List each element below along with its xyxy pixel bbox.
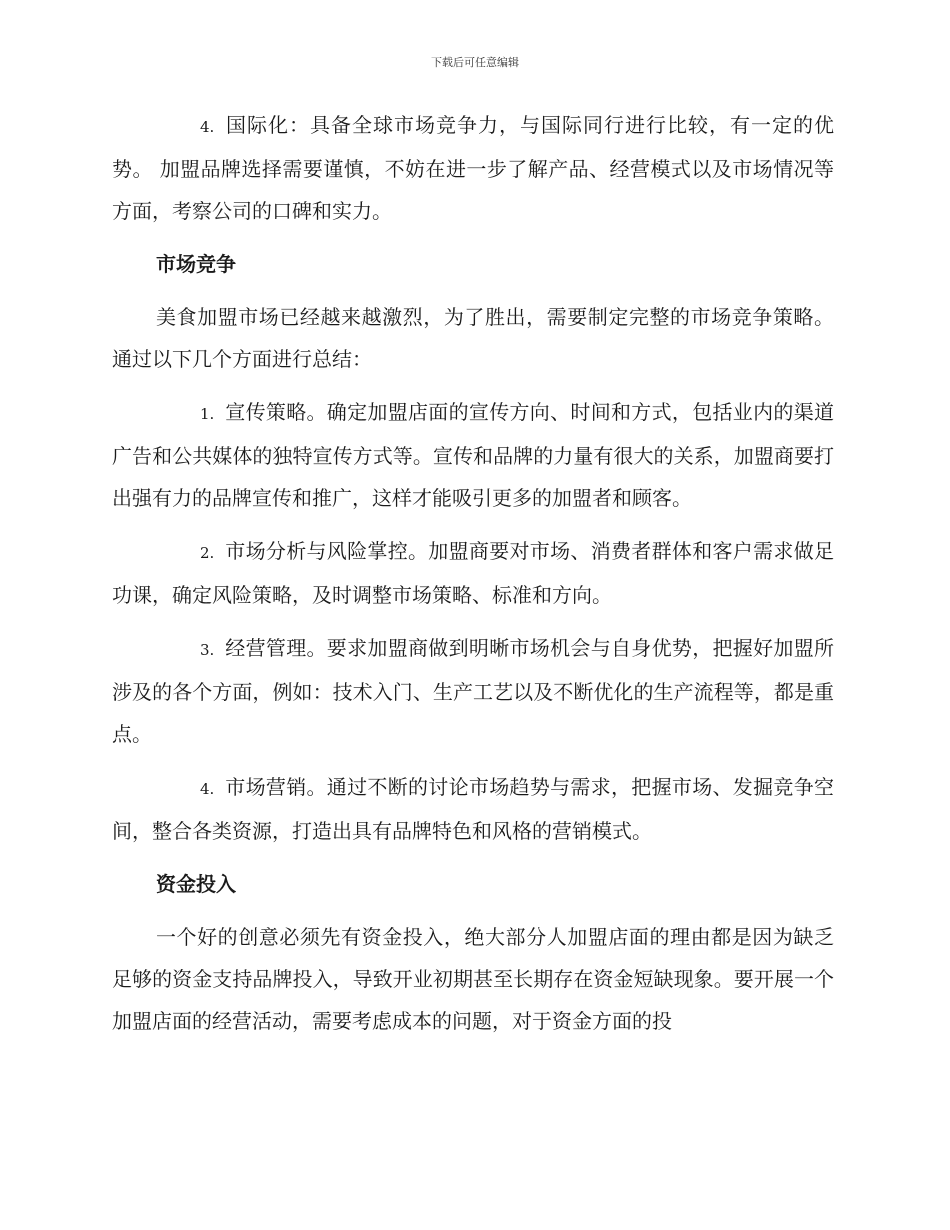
section-intro-paragraph: 美食加盟市场已经越来越激烈，为了胜出，需要制定完整的市场竞争策略。通过以下几个方面进行总结：	[112, 305, 834, 371]
list-item	[112, 104, 834, 232]
section-heading-market-competition: 市场竞争	[156, 252, 236, 276]
list-item	[112, 766, 834, 852]
list-item-number: 3.	[200, 641, 215, 659]
list-item	[112, 530, 834, 616]
section-heading-capital-investment: 资金投入	[156, 872, 236, 896]
list-item	[112, 391, 834, 519]
list-item-text: 市场营销。通过不断的讨论市场趋势与需求，把握市场、发掘竞争空间，整合各类资源，打造出具有品牌特色和风格的营销模式。	[112, 775, 834, 843]
page-header: 下载后可任意编辑	[431, 56, 519, 69]
list-item-text: 宣传策略。确定加盟店面的宣传方向、时间和方式，包括业内的渠道广告和公共媒体的独特宣传方式等。宣传和品牌的力量有很大的关系，加盟商要打出强有力的品牌宣传和推广，这样才能吸引更多的加盟者和顾客。	[112, 400, 834, 510]
list-item-text: 国际化：具备全球市场竞争力，与国际同行进行比较，有一定的优势。 加盟品牌选择需要谨慎，不妨在进一步了解产品、经营模式以及市场情况等方面，考察公司的口碑和实力。	[112, 113, 834, 223]
list-item-number: 4.	[200, 118, 215, 136]
list-item-number: 4.	[200, 780, 215, 798]
list-item-number: 1.	[200, 405, 215, 423]
list-item-text: 经营管理。要求加盟商做到明晰市场机会与自身优势，把握好加盟所涉及的各个方面，例如：技术入门、生产工艺以及不断优化的生产流程等，都是重点。	[112, 636, 834, 746]
list-item	[112, 627, 834, 755]
list-item-number: 2.	[200, 544, 215, 562]
section-intro-paragraph: 一个好的创意必须先有资金投入，绝大部分人加盟店面的理由都是因为缺乏足够的资金支持品牌投入，导致开业初期甚至长期存在资金短缺现象。要开展一个加盟店面的经营活动，需要考虑成本的问题，对于资金方面的投	[112, 925, 834, 1033]
document-body	[112, 104, 834, 1053]
list-item-text: 市场分析与风险掌控。加盟商要对市场、消费者群体和客户需求做足功课，确定风险策略，及时调整市场策略、标准和方向。	[112, 539, 834, 607]
